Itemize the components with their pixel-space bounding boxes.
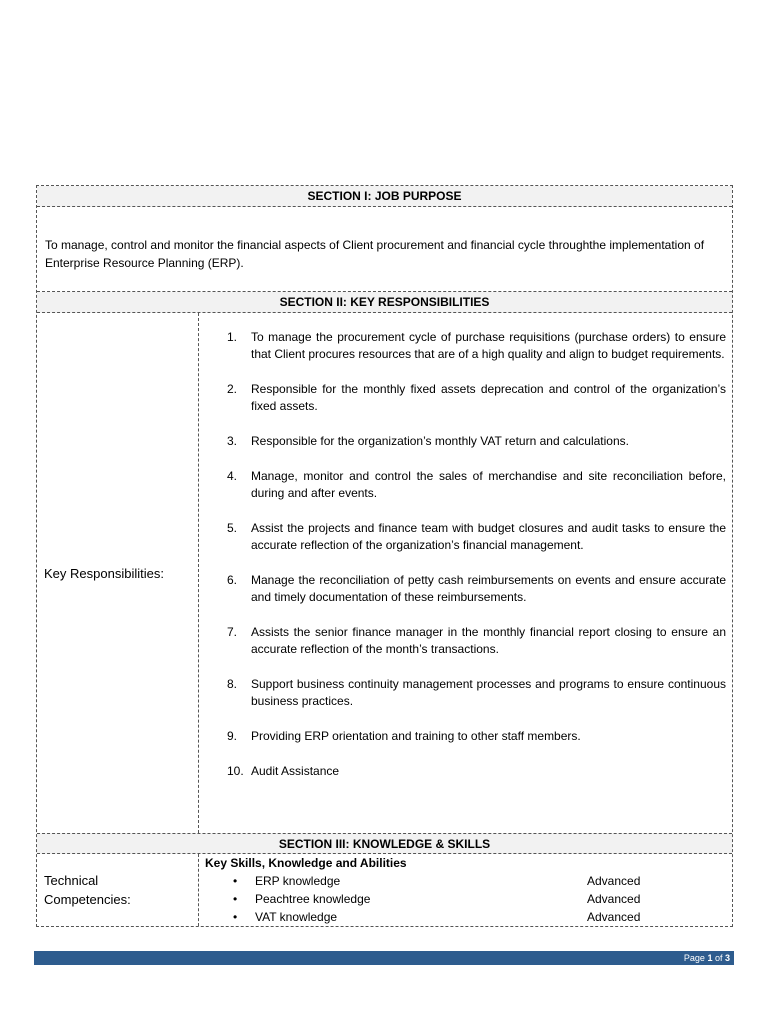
item-number: 8. <box>227 677 238 691</box>
item-text: Responsible for the organization’s monthly VAT return and calculations. <box>251 434 629 448</box>
item-number: 7. <box>227 625 238 639</box>
page-current: 1 <box>707 953 713 963</box>
key-skills-title: Key Skills, Knowledge and Abilities <box>205 856 407 870</box>
technical-competencies-label <box>37 854 199 926</box>
item-text: Providing ERP orientation and training to other staff members. <box>251 729 581 743</box>
section-2-header: SECTION II: KEY RESPONSIBILITIES <box>37 292 732 313</box>
list-item <box>227 381 726 415</box>
responsibilities-list <box>227 329 726 780</box>
responsibilities-row <box>37 313 732 833</box>
list-item <box>227 520 726 554</box>
skill-row <box>205 872 732 890</box>
skills-cell <box>199 854 732 926</box>
item-text: Assists the senior finance manager in the monthly financial report closing to ensure an accurate reflection of the month’s transactions. <box>251 625 726 656</box>
list-item <box>227 676 726 710</box>
skill-name: Peachtree knowledge <box>255 892 371 906</box>
list-item <box>227 728 726 745</box>
bullet-icon: • <box>233 892 238 906</box>
item-number: 5. <box>227 521 238 535</box>
item-number: 10. <box>227 764 244 778</box>
skill-row <box>205 908 732 926</box>
skill-name: ERP knowledge <box>255 874 341 888</box>
item-text: Assist the projects and finance team with budget closures and audit tasks to ensure the accurate reflection of the organization’s financial management. <box>251 521 726 552</box>
page-total: 3 <box>724 953 730 963</box>
item-number: 4. <box>227 469 238 483</box>
section-1-header: SECTION I: JOB PURPOSE <box>37 186 732 207</box>
responsibilities-cell <box>199 313 732 833</box>
skill-level: Advanced <box>587 874 641 888</box>
skill-level: Advanced <box>587 892 641 906</box>
item-number: 6. <box>227 573 238 587</box>
skill-name: VAT knowledge <box>255 910 338 924</box>
bullet-icon: • <box>233 874 238 888</box>
list-item <box>227 763 726 780</box>
responsibilities-label <box>37 313 199 833</box>
skill-row <box>205 890 732 908</box>
responsibilities-label-text: Key Responsibilities: <box>44 565 164 581</box>
tech-label-line2: Competencies: <box>44 892 131 907</box>
section-3-header: SECTION III: KNOWLEDGE & SKILLS <box>37 833 732 854</box>
job-purpose-text: To manage, control and monitor the financial aspects of Client procurement and financial cycle throughthe implementation of Enterprise Resource Planning (ERP). <box>37 207 732 292</box>
bullet-icon: • <box>233 910 238 924</box>
list-item <box>227 329 726 363</box>
item-number: 2. <box>227 382 238 396</box>
page-prefix: Page <box>683 953 708 963</box>
list-item <box>227 572 726 606</box>
list-item <box>227 433 726 450</box>
tech-label-line1: Technical <box>44 873 99 888</box>
item-text: To manage the procurement cycle of purchase requisitions (purchase orders) to ensure that Client procures resources that are of a high quality and align to budget requirements. <box>251 330 726 361</box>
item-number: 1. <box>227 330 238 344</box>
list-item <box>227 468 726 502</box>
item-text: Manage, monitor and control the sales of merchandise and site reconciliation before, during and after events. <box>251 469 726 500</box>
job-description-table <box>36 185 733 927</box>
footer-bar <box>34 951 734 965</box>
item-text: Manage the reconciliation of petty cash reimbursements on events and ensure accurate and timely documentation of these reimbursements. <box>251 573 726 604</box>
item-text: Audit Assistance <box>251 764 340 778</box>
item-text: Responsible for the monthly fixed assets deprecation and control of the organization’s fixed assets. <box>251 382 726 413</box>
technical-competencies-row <box>37 854 732 926</box>
item-number: 9. <box>227 729 238 743</box>
list-item <box>227 624 726 658</box>
item-text: Support business continuity management processes and programs to ensure continuous business practices. <box>251 677 726 708</box>
skill-level: Advanced <box>587 910 641 924</box>
item-number: 3. <box>227 434 238 448</box>
page-of: of <box>712 953 725 963</box>
